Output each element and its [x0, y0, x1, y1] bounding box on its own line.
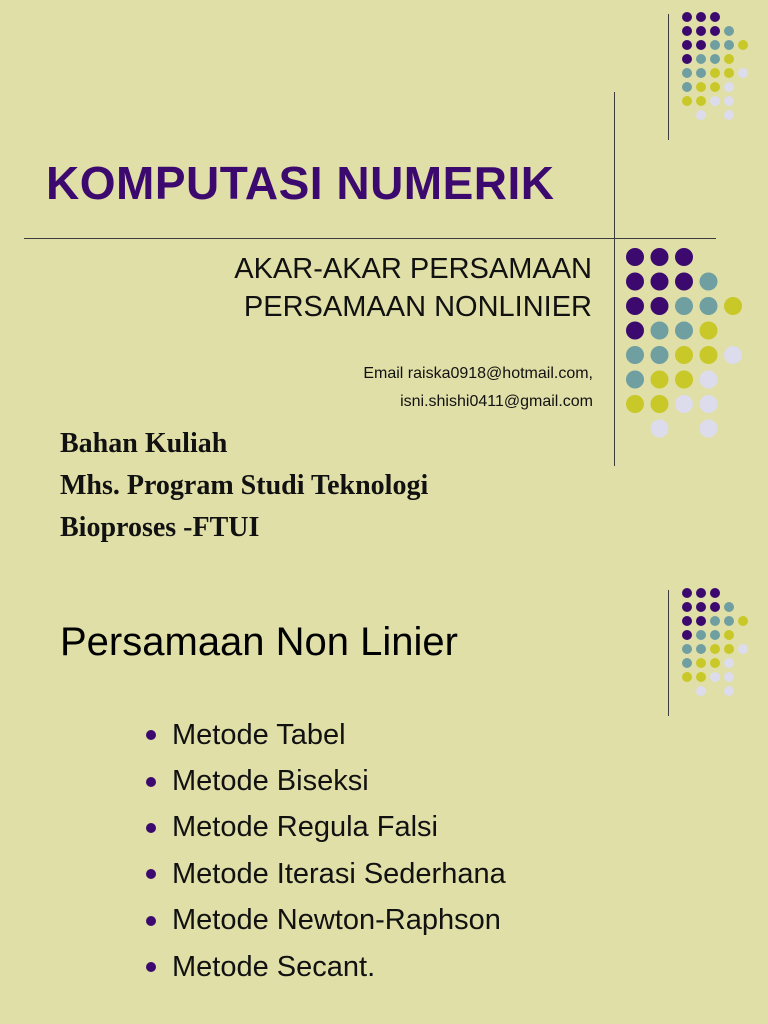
- decorative-dot: [724, 54, 734, 64]
- decorative-dot: [675, 273, 693, 291]
- decorative-dot: [696, 588, 706, 598]
- decorative-dot: [724, 616, 734, 626]
- decorative-dot: [700, 273, 718, 291]
- list-item: [146, 712, 506, 758]
- list-item: [146, 898, 506, 944]
- slide-heading: Persamaan Non Linier: [60, 620, 458, 664]
- divider-horizontal: [24, 238, 716, 239]
- decorative-dot: [724, 82, 734, 92]
- bullet-icon: [146, 730, 156, 740]
- decorative-dot: [675, 371, 693, 389]
- decorative-dot: [710, 54, 720, 64]
- decorative-dot: [724, 40, 734, 50]
- divider-vertical-top: [668, 590, 669, 716]
- decorative-dot: [651, 273, 669, 291]
- course-line-2: Mhs. Program Studi Teknologi: [60, 470, 429, 501]
- decorative-dot: [724, 96, 734, 106]
- decorative-dot: [700, 420, 718, 438]
- list-item-label: Metode Secant.: [172, 950, 376, 983]
- decorative-dot: [696, 110, 706, 120]
- decorative-dot: [738, 68, 748, 78]
- decorative-dot: [710, 602, 720, 612]
- decorative-dot: [626, 346, 644, 364]
- decorative-dot: [724, 346, 742, 364]
- decorative-dot: [626, 371, 644, 389]
- decorative-dot: [675, 395, 693, 413]
- decorative-dot: [682, 630, 692, 640]
- content-slide: [0, 576, 768, 1024]
- decorative-dot: [682, 96, 692, 106]
- list-item-label: Metode Regula Falsi: [172, 811, 438, 844]
- decorative-dot: [696, 672, 706, 682]
- slide-subtitle: [234, 250, 592, 326]
- decorative-dot: [696, 82, 706, 92]
- decorative-dot: [696, 602, 706, 612]
- course-line-3: Bioproses -FTUI: [60, 512, 260, 543]
- decorative-dot: [682, 658, 692, 668]
- decorative-dot: [682, 672, 692, 682]
- course-line-1: Bahan Kuliah: [60, 428, 228, 459]
- decorative-dot: [696, 68, 706, 78]
- decorative-dot: [682, 40, 692, 50]
- slide-title: KOMPUTASI NUMERIK: [46, 157, 555, 209]
- decorative-dot: [626, 297, 644, 315]
- decorative-dot: [651, 322, 669, 340]
- decorative-dot: [651, 420, 669, 438]
- decorative-dot: [724, 686, 734, 696]
- decorative-dot: [724, 297, 742, 315]
- decorative-dot: [724, 630, 734, 640]
- decorative-dot: [626, 395, 644, 413]
- decorative-dot: [696, 26, 706, 36]
- decorative-dot: [710, 616, 720, 626]
- subtitle-line-1: AKAR-AKAR PERSAMAAN: [234, 253, 592, 285]
- decorative-dot: [682, 82, 692, 92]
- decorative-dot: [682, 68, 692, 78]
- decorative-dot: [710, 82, 720, 92]
- decorative-dot: [724, 110, 734, 120]
- decorative-dot: [700, 346, 718, 364]
- decorative-dot: [696, 96, 706, 106]
- decorative-dot: [710, 12, 720, 22]
- divider-vertical-main: [614, 92, 615, 466]
- decorative-dot: [651, 395, 669, 413]
- decorative-dot: [651, 346, 669, 364]
- email-line-2: isni.shishi0411@gmail.com: [400, 393, 593, 410]
- decorative-dot: [710, 658, 720, 668]
- decorative-dot: [700, 371, 718, 389]
- decorative-dot: [724, 658, 734, 668]
- list-item-label: Metode Tabel: [172, 718, 346, 751]
- decorative-dot: [724, 672, 734, 682]
- decorative-dot: [682, 26, 692, 36]
- decorative-dot: [724, 26, 734, 36]
- decorative-dot: [724, 644, 734, 654]
- decorative-dot: [682, 602, 692, 612]
- decorative-dot: [696, 40, 706, 50]
- decorative-dot: [738, 644, 748, 654]
- decorative-dot: [626, 273, 644, 291]
- methods-list: [146, 712, 506, 990]
- bullet-icon: [146, 777, 156, 787]
- decorative-dot: [651, 297, 669, 315]
- bullet-icon: [146, 962, 156, 972]
- decorative-dot: [651, 371, 669, 389]
- decorative-dot: [738, 616, 748, 626]
- dot-pattern-large: [626, 248, 756, 438]
- list-item-label: Metode Iterasi Sederhana: [172, 857, 506, 890]
- email-line-1: Email raiska0918@hotmail.com,: [363, 365, 593, 382]
- decorative-dot: [738, 40, 748, 50]
- decorative-dot: [675, 248, 693, 266]
- dot-pattern-small: [682, 12, 762, 122]
- decorative-dot: [682, 12, 692, 22]
- list-item: [146, 944, 506, 990]
- decorative-dot: [700, 322, 718, 340]
- bullet-icon: [146, 869, 156, 879]
- decorative-dot: [696, 12, 706, 22]
- decorative-dot: [626, 248, 644, 266]
- decorative-dot: [710, 630, 720, 640]
- decorative-dot: [675, 297, 693, 315]
- decorative-dot: [682, 644, 692, 654]
- list-item: [146, 805, 506, 851]
- decorative-dot: [710, 588, 720, 598]
- bullet-icon: [146, 916, 156, 926]
- decorative-dot: [696, 54, 706, 64]
- decorative-dot: [710, 672, 720, 682]
- list-item-label: Metode Biseksi: [172, 765, 369, 798]
- dot-pattern-small: [682, 588, 762, 698]
- decorative-dot: [724, 68, 734, 78]
- bullet-icon: [146, 823, 156, 833]
- decorative-dot: [700, 297, 718, 315]
- course-info: [60, 423, 428, 549]
- subtitle-line-2: PERSAMAAN NONLINIER: [243, 291, 592, 323]
- decorative-dot: [626, 322, 644, 340]
- decorative-dot: [682, 54, 692, 64]
- decorative-dot: [651, 248, 669, 266]
- decorative-dot: [710, 644, 720, 654]
- divider-vertical-top: [668, 14, 669, 140]
- list-item: [146, 851, 506, 897]
- decorative-dot: [682, 588, 692, 598]
- decorative-dot: [696, 658, 706, 668]
- decorative-dot: [696, 630, 706, 640]
- list-item: [146, 758, 506, 804]
- decorative-dot: [675, 322, 693, 340]
- contact-email: [363, 360, 593, 416]
- decorative-dot: [675, 346, 693, 364]
- list-item-label: Metode Newton-Raphson: [172, 904, 501, 937]
- decorative-dot: [710, 40, 720, 50]
- decorative-dot: [700, 395, 718, 413]
- decorative-dot: [696, 616, 706, 626]
- decorative-dot: [710, 68, 720, 78]
- decorative-dot: [724, 602, 734, 612]
- decorative-dot: [696, 686, 706, 696]
- decorative-dot: [710, 26, 720, 36]
- decorative-dot: [696, 644, 706, 654]
- decorative-dot: [682, 616, 692, 626]
- decorative-dot: [710, 96, 720, 106]
